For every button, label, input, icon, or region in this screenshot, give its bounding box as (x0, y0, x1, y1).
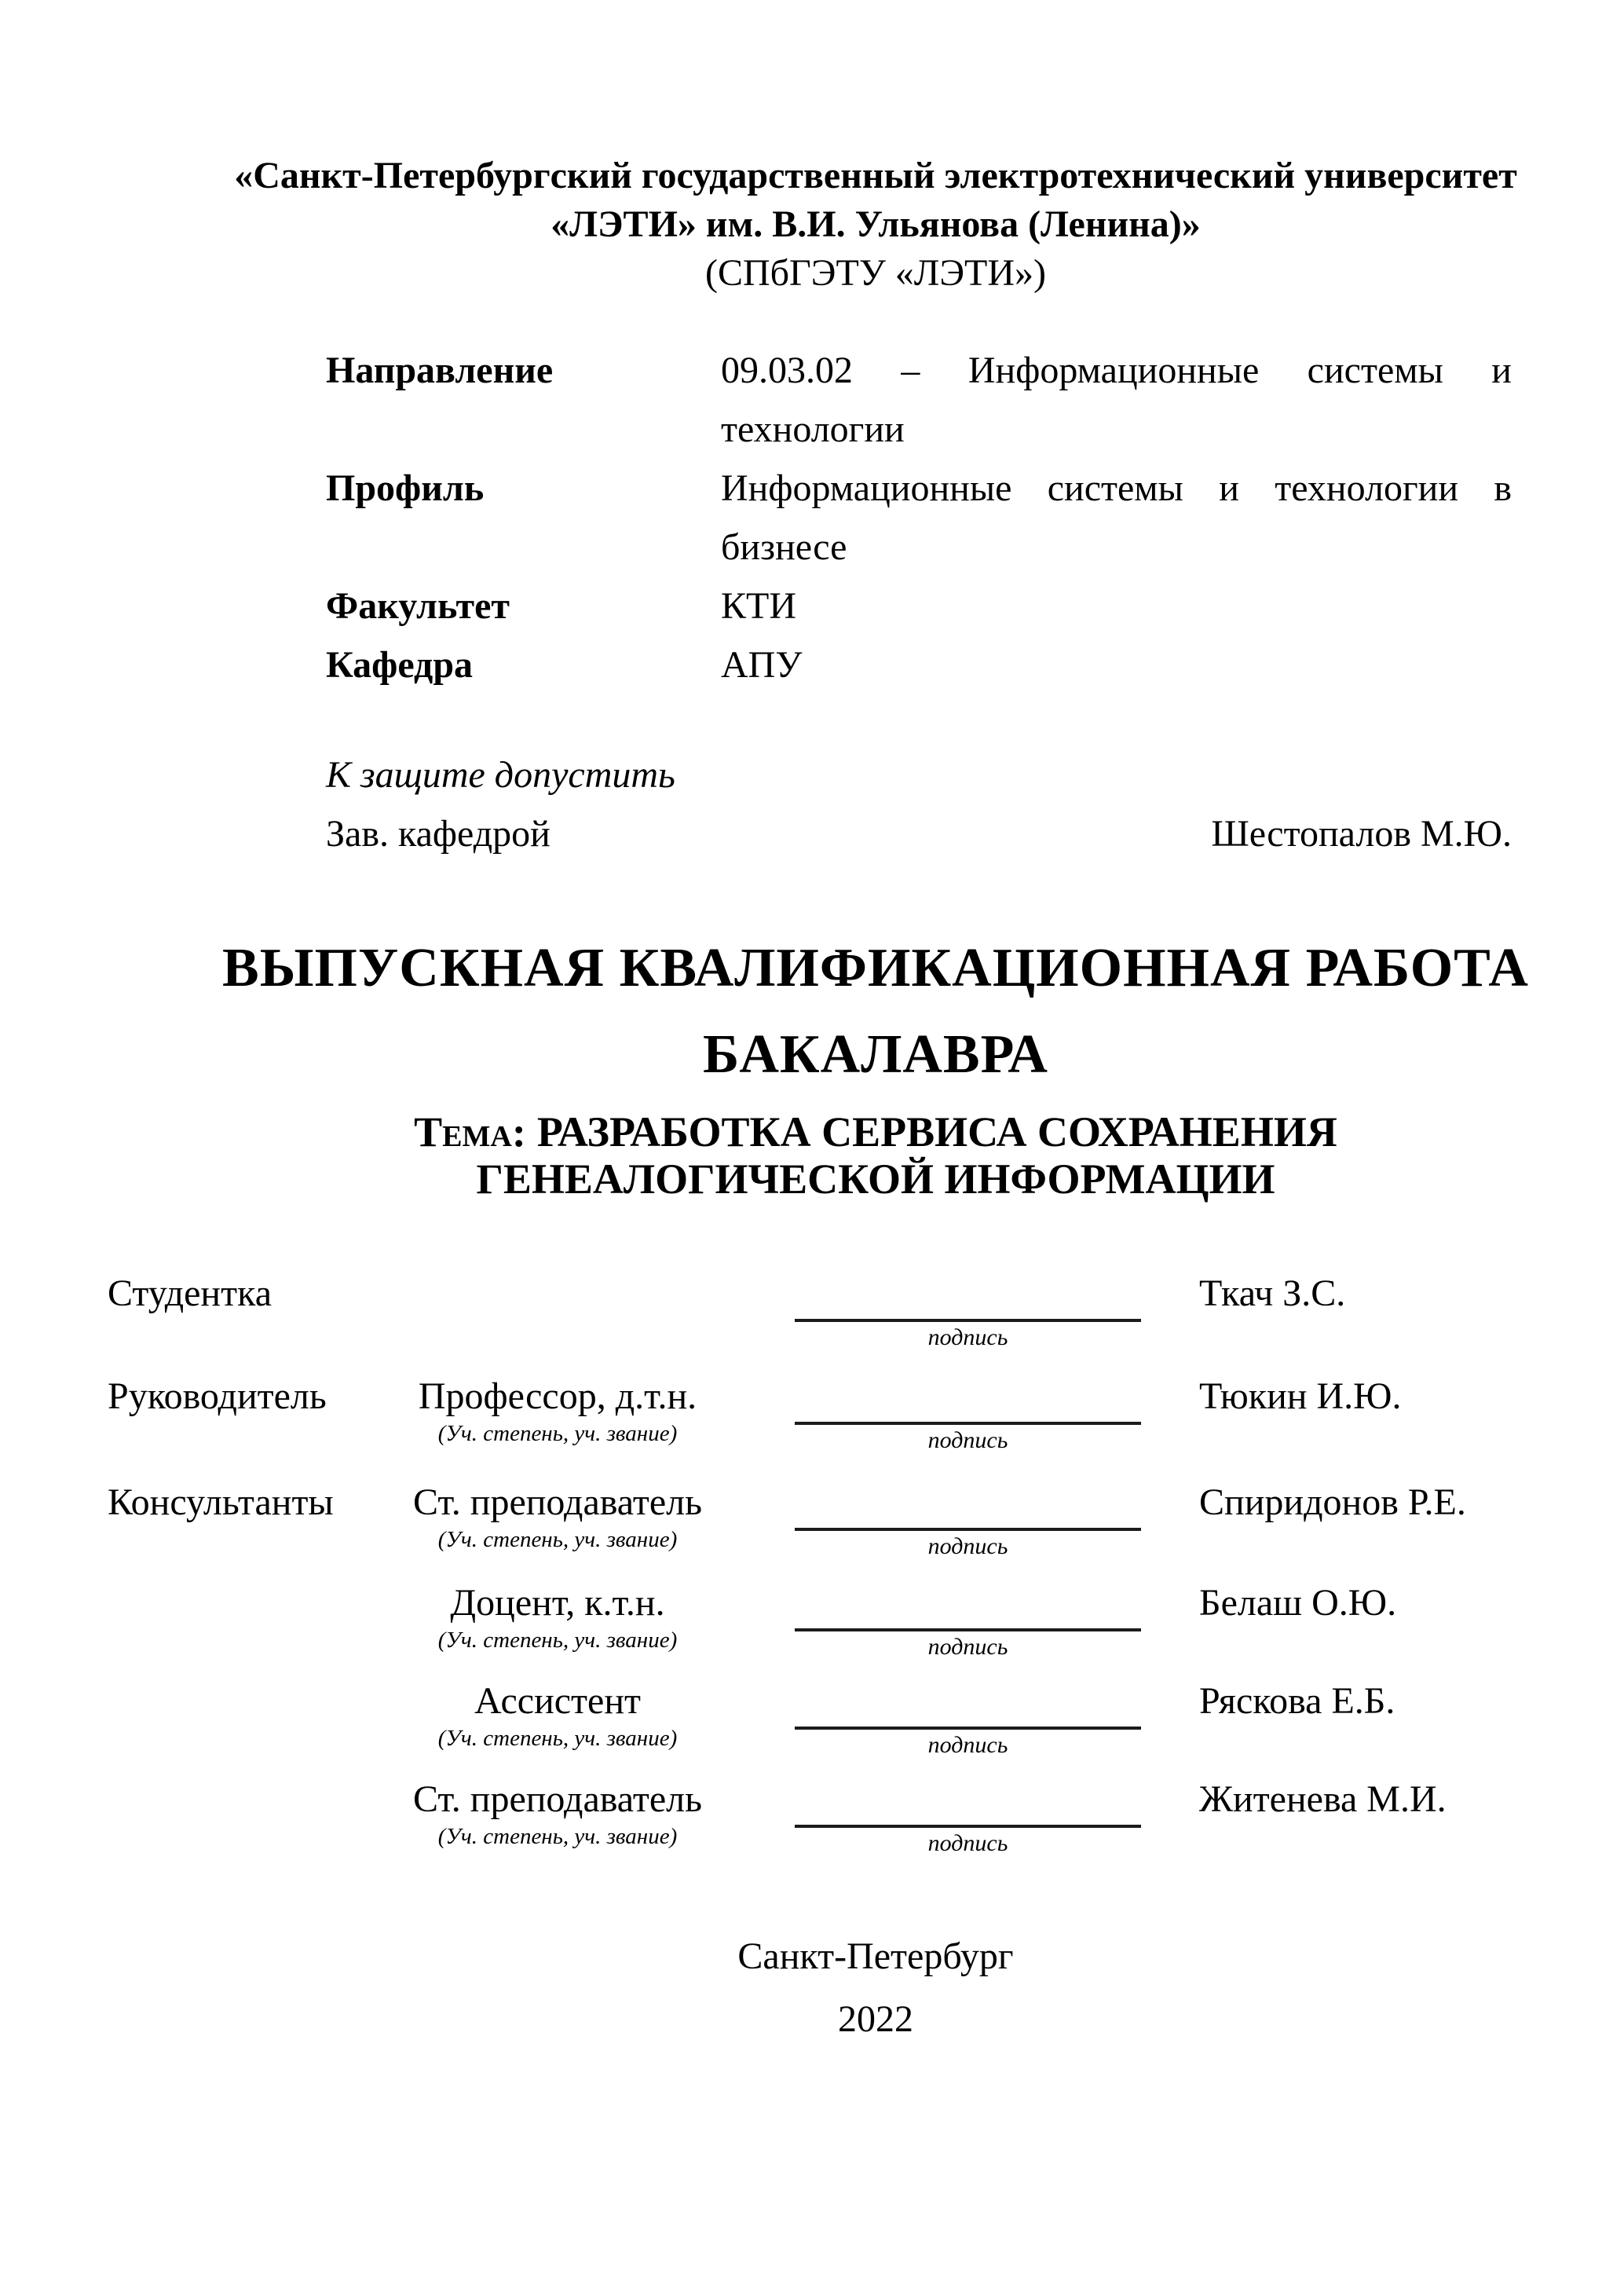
work-title-line2: БАКАЛАВРА (703, 1024, 1048, 1085)
signature-caption: подпись (927, 1324, 1008, 1350)
signature-caption: подпись (927, 1732, 1008, 1758)
theme-text-line2: ГЕНЕАЛОГИЧЕСКОЙ ИНФОРМАЦИИ (476, 1155, 1275, 1203)
theme-line1 (134, 1108, 1618, 1155)
degree-note: (Уч. степень, уч. звание) (437, 1421, 678, 1446)
admission-block (0, 745, 1624, 863)
footer-year-row (0, 1995, 1624, 2044)
faculty-label: Факультет (326, 585, 510, 627)
signature-row-consultant-1 (0, 1481, 1624, 1587)
field-department (0, 635, 1624, 694)
direction-label: Направление (326, 350, 554, 391)
person-name: Тюкин И.Ю. (1199, 1375, 1402, 1417)
work-title-line1: ВЫПУСКНАЯ КВАЛИФИКАЦИОННАЯ РАБОТА (222, 938, 1529, 998)
department-head-row (326, 804, 1624, 863)
department-head-label: Зав. кафедрой (326, 813, 550, 855)
degree-label: Ассистент (474, 1680, 641, 1722)
role-label: Руководитель (108, 1375, 327, 1417)
person-name: Ткач З.С. (1199, 1273, 1346, 1314)
theme-label: Тема: (414, 1108, 526, 1155)
theme-line2 (134, 1155, 1618, 1203)
degree-label: Ст. преподаватель (413, 1481, 702, 1523)
direction-value: 09.03.02 – Информационные системы и технологии (721, 350, 1512, 450)
person-name: Белаш О.Ю. (1199, 1582, 1397, 1624)
university-abbreviation: (СПбГЭТУ «ЛЭТИ») (704, 252, 1047, 294)
degree-label: Доцент, к.т.н. (450, 1582, 665, 1624)
field-profile (0, 459, 1624, 577)
university-name-line2: «ЛЭТИ» им. В.И. Ульянова (Ленина)» (550, 203, 1201, 245)
signature-row-student (0, 1272, 1624, 1378)
university-header (0, 152, 1624, 298)
degree-note: (Уч. степень, уч. звание) (437, 1726, 678, 1751)
university-name-line1: «Санкт-Петербургский государственный электротехнический университет (234, 155, 1517, 196)
signature-caption: подпись (927, 1634, 1008, 1660)
signature-row-consultant-2 (0, 1581, 1624, 1687)
signature-row-consultant-3 (0, 1679, 1624, 1785)
footer-city: Санкт-Петербург (737, 1935, 1014, 1977)
department-value: АПУ (721, 644, 803, 686)
program-fields (0, 341, 1624, 694)
degree-label: Профессор, д.т.н. (418, 1375, 697, 1417)
footer-year: 2022 (838, 1998, 913, 2040)
degree-note: (Уч. степень, уч. звание) (437, 1527, 678, 1552)
title-block (0, 937, 1624, 1203)
field-direction (0, 341, 1624, 459)
theme-text-line1: РАЗРАБОТКА СЕРВИСА СОХРАНЕНИЯ (536, 1108, 1337, 1155)
footer-city-row (0, 1932, 1624, 1981)
person-name: Ряскова Е.Б. (1199, 1680, 1395, 1722)
role-label: Студентка (108, 1273, 272, 1314)
person-name: Житенева М.И. (1199, 1778, 1447, 1820)
person-name: Спиридонов Р.Е. (1199, 1481, 1466, 1523)
degree-note: (Уч. степень, уч. звание) (437, 1824, 678, 1849)
degree-note: (Уч. степень, уч. звание) (437, 1628, 678, 1653)
role-label: Консультанты (108, 1481, 334, 1523)
signature-caption: подпись (927, 1830, 1008, 1856)
profile-label: Профиль (326, 467, 485, 509)
signature-caption: подпись (927, 1533, 1008, 1559)
signature-row-supervisor (0, 1375, 1624, 1481)
department-label: Кафедра (326, 644, 474, 686)
degree-label: Ст. преподаватель (413, 1778, 702, 1820)
department-head-name: Шестопалов М.Ю. (1211, 813, 1512, 855)
admit-statement: К защите допустить (326, 754, 675, 796)
signature-caption: подпись (927, 1427, 1008, 1453)
profile-value: Информационные системы и технологии в бизнесе (721, 467, 1512, 568)
faculty-value: КТИ (721, 585, 796, 627)
field-faculty (0, 577, 1624, 635)
signature-row-consultant-4 (0, 1778, 1624, 1884)
